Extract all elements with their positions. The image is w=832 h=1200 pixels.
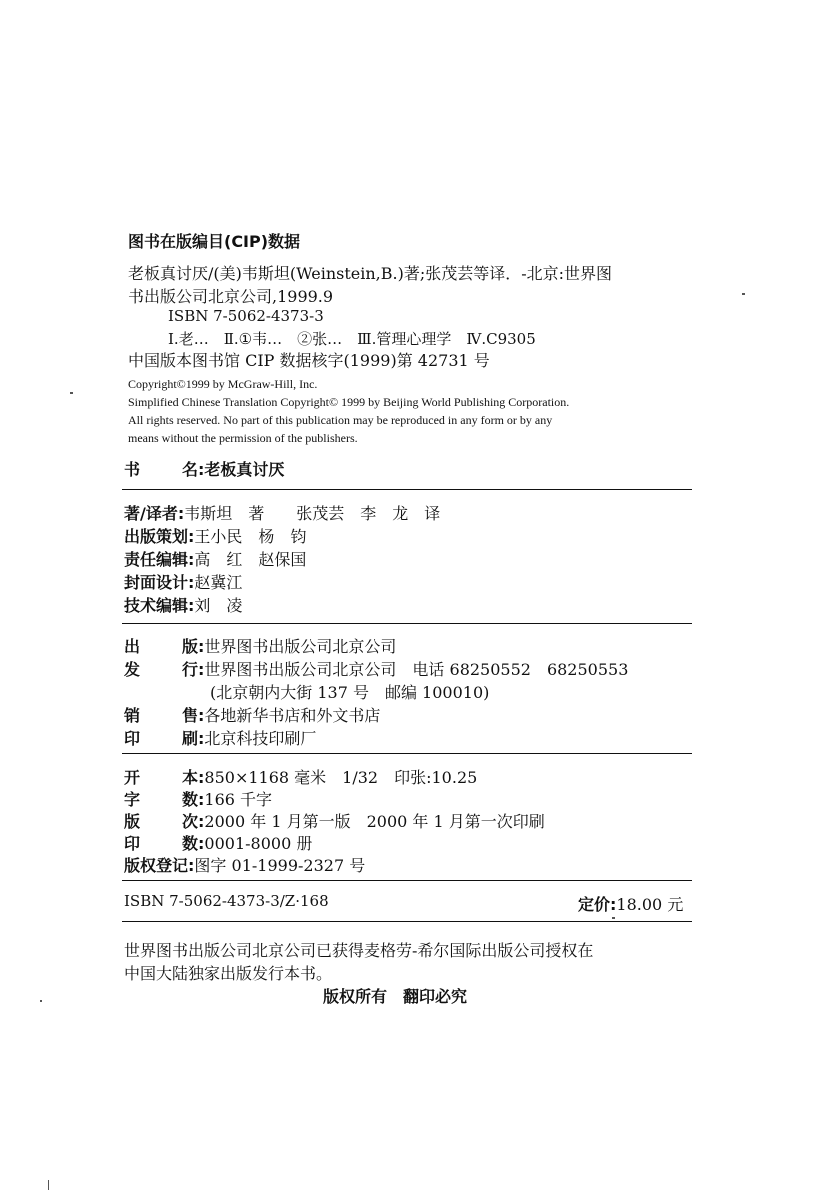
scan-speck [70, 392, 73, 394]
cip-isbn: ISBN 7-5062-4373-3 [168, 307, 324, 325]
credit-row: 技术编辑:刘 凌 [124, 593, 242, 616]
price-label: 定价 [578, 895, 611, 914]
copyright-line-3: All rights reserved. No part of this publication may be reproduced in any form or by any [128, 413, 553, 427]
spec-row: 版 次:2000 年 1 月第一版 2000 年 1 月第一次印刷 [124, 809, 545, 832]
divider-3 [122, 753, 692, 754]
spec-value: 2000 年 1 月第一版 2000 年 1 月第一次印刷 [204, 812, 545, 831]
spec-label-a: 版 [124, 812, 141, 831]
spec-value: 850×1168 毫米 1/32 印张:10.25 [204, 768, 478, 787]
credit-label: 技术编辑 [124, 596, 189, 615]
spec-value: 0001-8000 册 [204, 834, 313, 853]
publish-label-b: 行 [182, 660, 199, 679]
price-value: 18.00 元 [616, 895, 684, 914]
publish-label-b: 售 [182, 706, 199, 725]
spec-label-full: 版权登记 [124, 856, 189, 875]
publish-label-a: 印 [124, 729, 141, 748]
book-title-row: 书 名:老板真讨厌 [124, 457, 284, 480]
book-title-label-b: 名 [182, 460, 199, 479]
credit-value: 高 红 赵保国 [194, 550, 307, 569]
publish-value: 各地新华书店和外文书店 [204, 706, 381, 725]
book-title-value: 老板真讨厌 [204, 460, 285, 479]
divider-5 [122, 921, 692, 922]
divider-1 [122, 489, 692, 490]
spec-label-b: 数 [182, 790, 199, 809]
scan-speck [612, 917, 615, 919]
credit-row: 出版策划:王小民 杨 钧 [124, 524, 306, 547]
spec-label-b: 本 [182, 768, 199, 787]
isbn-full: ISBN 7-5062-4373-3/Z·168 [124, 892, 329, 910]
credit-value: 赵冀江 [194, 573, 243, 592]
spec-row: 版权登记:图字 01-1999-2327 号 [124, 853, 365, 876]
publish-row: 出 版:世界图书出版公司北京公司 [124, 634, 396, 657]
publish-label-b: 刷 [182, 729, 199, 748]
copyright-line-4: means without the permission of the publishers. [128, 431, 358, 445]
publish-address: (北京朝内大街 137 号 邮编 100010) [210, 683, 490, 702]
cip-heading: 图书在版编目(CIP)数据 [128, 232, 301, 251]
credit-value: 韦斯坦 著 张茂芸 李 龙 译 [184, 504, 441, 523]
cip-line-1: 老板真讨厌/(美)韦斯坦(Weinstein,B.)著;张茂芸等译．-北京:世界图 [128, 264, 613, 283]
publish-row: 销 售:各地新华书店和外文书店 [124, 703, 380, 726]
copyright-line-2: Simplified Chinese Translation Copyright© 1999 by Beijing World Publishing Corporation. [128, 395, 570, 409]
publish-row: 发 行:世界图书出版公司北京公司 电话 68250552 68250553 [124, 657, 628, 680]
spec-row: 印 数:0001-8000 册 [124, 831, 312, 854]
book-title-label-a: 书 [124, 460, 141, 479]
spec-label-b: 数 [182, 834, 199, 853]
credit-row: 责任编辑:高 红 赵保国 [124, 547, 306, 570]
publish-value: 世界图书出版公司北京公司 电话 68250552 68250553 [204, 660, 629, 679]
publish-label-a: 出 [124, 637, 141, 656]
credit-label: 著/译者 [124, 504, 178, 523]
publish-label-a: 销 [124, 706, 141, 725]
spec-label-a: 开 [124, 768, 141, 787]
spec-row: 开 本:850×1168 毫米 1/32 印张:10.25 [124, 765, 477, 788]
rights-reserved: 版权所有 翻印必究 [323, 987, 468, 1006]
publish-row: 印 刷:北京科技印刷厂 [124, 726, 316, 749]
divider-4 [122, 880, 692, 881]
spec-value: 图字 01-1999-2327 号 [194, 856, 366, 875]
credit-value: 刘 凌 [194, 596, 243, 615]
spec-value: 166 千字 [204, 790, 273, 809]
copyright-line-1: Copyright©1999 by McGraw-Hill, Inc. [128, 377, 318, 391]
cip-classification: Ⅰ.老… Ⅱ.①韦… ②张… Ⅲ.管理心理学 Ⅳ.C9305 [168, 330, 536, 348]
price-row: 定价:18.00 元 [578, 892, 683, 915]
publish-label-b: 版 [182, 637, 199, 656]
authorization-line-1: 世界图书出版公司北京公司已获得麦格劳-希尔国际出版公司授权在 [124, 941, 594, 960]
spec-label-b: 次 [182, 812, 199, 831]
publish-label-a: 发 [124, 660, 141, 679]
scan-speck [742, 293, 745, 295]
publish-value: 北京科技印刷厂 [204, 729, 317, 748]
cip-number: 中国版本图书馆 CIP 数据核字(1999)第 42731 号 [128, 351, 490, 370]
spec-row: 字 数:166 千字 [124, 787, 272, 810]
divider-2 [122, 623, 692, 624]
publish-value: 世界图书出版公司北京公司 [204, 637, 397, 656]
spec-label-a: 印 [124, 834, 141, 853]
credit-value: 王小民 杨 钧 [194, 527, 307, 546]
scan-speck [40, 1000, 42, 1002]
spec-label-a: 字 [124, 790, 141, 809]
credit-row: 著/译者:韦斯坦 著 张茂芸 李 龙 译 [124, 501, 440, 524]
authorization-line-2: 中国大陆独家出版发行本书。 [124, 964, 333, 983]
credit-label: 封面设计 [124, 573, 189, 592]
cip-line-2: 书出版公司北京公司,1999.9 [128, 287, 334, 306]
credit-row: 封面设计:赵冀江 [124, 570, 242, 593]
credit-label: 责任编辑 [124, 550, 189, 569]
scan-speck [48, 1180, 49, 1190]
credit-label: 出版策划 [124, 527, 189, 546]
